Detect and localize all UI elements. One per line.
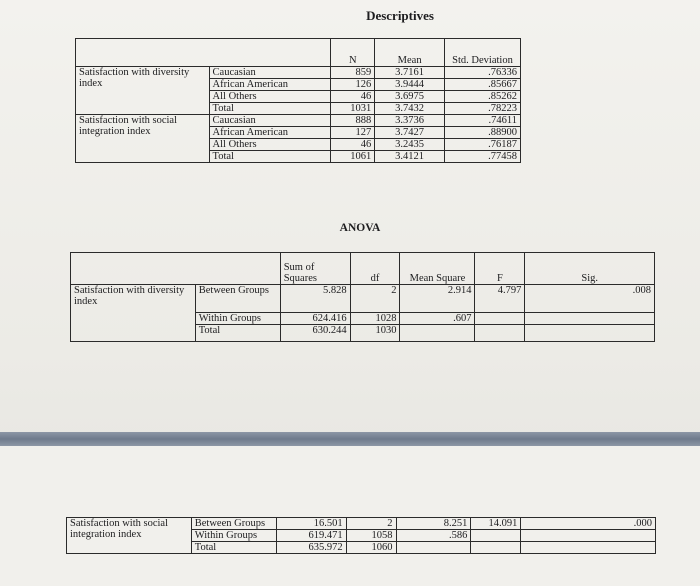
ms-cell: .586 <box>396 530 471 542</box>
header-sig: Sig. <box>525 253 655 285</box>
header-sum-of-squares: Sum of Squares <box>280 253 350 285</box>
descriptives-rows <box>76 67 521 163</box>
header-corner <box>76 39 331 67</box>
mean-cell: 3.6975 <box>375 91 445 103</box>
sig-cell <box>521 542 656 554</box>
header-f: F <box>475 253 525 285</box>
source-cell: Between Groups <box>191 518 276 530</box>
sd-cell: .76187 <box>445 139 521 151</box>
f-cell <box>471 530 521 542</box>
mean-cell: 3.4121 <box>375 151 445 163</box>
anova-table-social-integration <box>66 517 656 554</box>
mean-cell: 3.3736 <box>375 115 445 127</box>
sig-cell: .000 <box>521 518 656 530</box>
ss-cell: 630.244 <box>280 325 350 342</box>
df-cell: 2 <box>350 285 400 313</box>
row-label-social-integration: Satisfaction with social integration index <box>76 115 210 163</box>
sd-cell: .85262 <box>445 91 521 103</box>
sd-cell: .78223 <box>445 103 521 115</box>
anova-table-diversity <box>70 252 655 342</box>
header-mean-square: Mean Square <box>400 253 475 285</box>
sig-cell <box>525 325 655 342</box>
ms-cell: 8.251 <box>396 518 471 530</box>
descriptives-table <box>75 38 521 163</box>
mean-cell: 3.9444 <box>375 79 445 91</box>
descriptives-title: Descriptives <box>366 8 434 23</box>
group-cell: Total <box>209 103 331 115</box>
n-cell: 888 <box>331 115 375 127</box>
sd-cell: .77458 <box>445 151 521 163</box>
sig-cell <box>521 530 656 542</box>
group-cell: African American <box>209 127 331 139</box>
f-cell: 4.797 <box>475 285 525 313</box>
screen-divider-bar <box>0 432 700 446</box>
header-mean: Mean <box>375 39 445 67</box>
df-cell: 1028 <box>350 313 400 325</box>
ms-cell: 2.914 <box>400 285 475 313</box>
n-cell: 127 <box>331 127 375 139</box>
row-label-diversity: Satisfaction with diversity index <box>71 285 196 342</box>
row-label-social-integration: Satisfaction with social integration index <box>67 518 192 554</box>
sd-cell: .88900 <box>445 127 521 139</box>
mean-cell: 3.7427 <box>375 127 445 139</box>
group-cell: Caucasian <box>209 115 331 127</box>
n-cell: 46 <box>331 139 375 151</box>
header-df: df <box>350 253 400 285</box>
n-cell: 1031 <box>331 103 375 115</box>
sig-cell <box>525 313 655 325</box>
source-cell: Within Groups <box>191 530 276 542</box>
f-cell: 14.091 <box>471 518 521 530</box>
mean-cell: 3.7161 <box>375 67 445 79</box>
mean-cell: 3.2435 <box>375 139 445 151</box>
f-cell <box>475 313 525 325</box>
header-n: N <box>331 39 375 67</box>
group-cell: All Others <box>209 139 331 151</box>
ss-cell: 635.972 <box>276 542 346 554</box>
f-cell <box>471 542 521 554</box>
ms-cell <box>396 542 471 554</box>
df-cell: 1060 <box>346 542 396 554</box>
header-corner <box>71 253 281 285</box>
n-cell: 126 <box>331 79 375 91</box>
source-cell: Within Groups <box>195 313 280 325</box>
sd-cell: .85667 <box>445 79 521 91</box>
n-cell: 1061 <box>331 151 375 163</box>
ss-cell: 624.416 <box>280 313 350 325</box>
group-cell: Caucasian <box>209 67 331 79</box>
group-cell: All Others <box>209 91 331 103</box>
mean-cell: 3.7432 <box>375 103 445 115</box>
header-std-deviation: Std. Deviation <box>445 39 521 67</box>
f-cell <box>475 325 525 342</box>
ss-cell: 16.501 <box>276 518 346 530</box>
n-cell: 859 <box>331 67 375 79</box>
group-cell: African American <box>209 79 331 91</box>
df-cell: 2 <box>346 518 396 530</box>
n-cell: 46 <box>331 91 375 103</box>
ms-cell: .607 <box>400 313 475 325</box>
source-cell: Total <box>191 542 276 554</box>
ms-cell <box>400 325 475 342</box>
df-cell: 1058 <box>346 530 396 542</box>
source-cell: Total <box>195 325 280 342</box>
source-cell: Between Groups <box>195 285 280 313</box>
sd-cell: .74611 <box>445 115 521 127</box>
lower-screen-panel <box>0 446 700 586</box>
anova-title: ANOVA <box>339 222 381 234</box>
df-cell: 1030 <box>350 325 400 342</box>
ss-cell: 619.471 <box>276 530 346 542</box>
sig-cell: .008 <box>525 285 655 313</box>
row-label-diversity: Satisfaction with diversity index <box>76 67 210 115</box>
ss-cell: 5.828 <box>280 285 350 313</box>
sd-cell: .76336 <box>445 67 521 79</box>
group-cell: Total <box>209 151 331 163</box>
